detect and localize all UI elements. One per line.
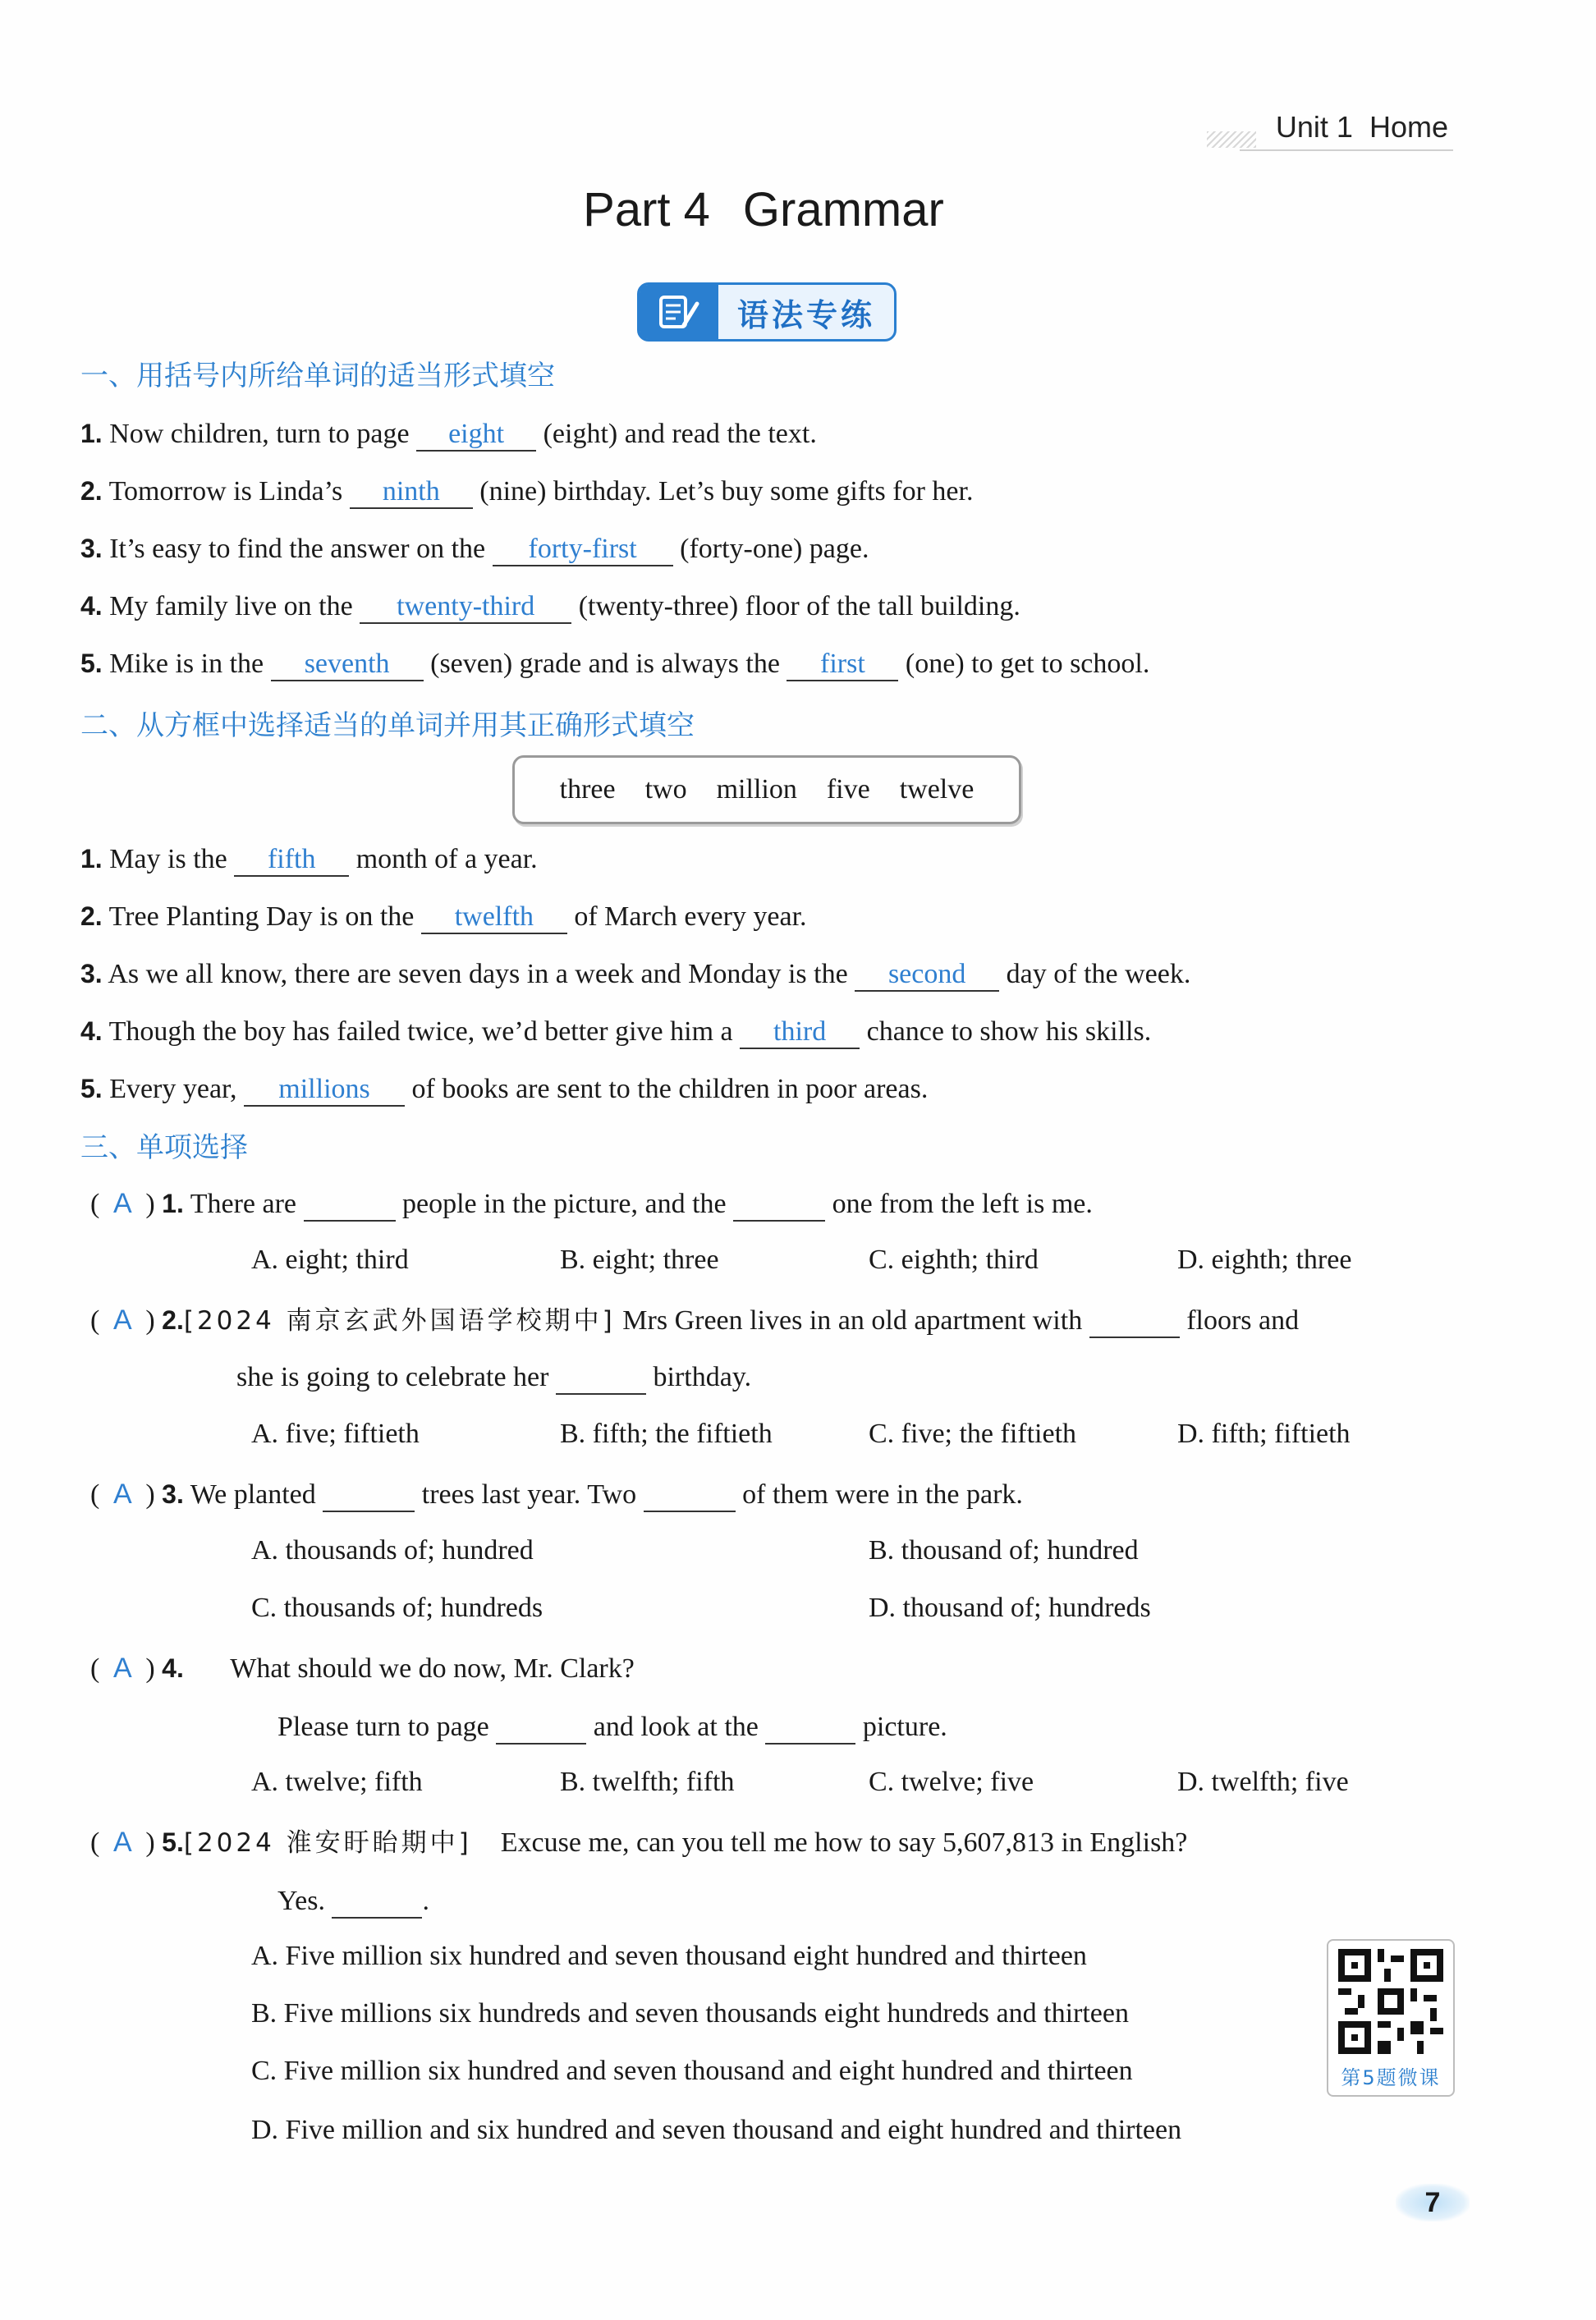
mc-question-1: ( A ) 1. There are people in the picture, and the one from the left is me. bbox=[90, 1185, 1093, 1222]
notebook-pen-icon bbox=[640, 285, 718, 339]
option-d: D. thousand of; hundreds bbox=[869, 1593, 1151, 1623]
s2-item-5: 5. Every year, millions of books are sent to the children in poor areas. bbox=[80, 1071, 928, 1107]
page-title bbox=[0, 182, 1527, 237]
mc-question-4-line2: Please turn to page and look at the picture. bbox=[277, 1709, 947, 1745]
option-d: D. Five million and six hundred and seven thousand and eight hundred and thirteen bbox=[251, 2115, 1182, 2145]
word-box-item: five bbox=[826, 774, 870, 805]
s2-item-2: 2. Tree Planting Day is on the twelfth of March every year. bbox=[80, 898, 807, 935]
option-c: C. eighth; third bbox=[869, 1245, 1039, 1275]
answer-blank: first bbox=[787, 649, 898, 681]
mc-question-4: ( A ) 4. What should we do now, Mr. Clark? bbox=[90, 1650, 635, 1687]
section-badge bbox=[637, 282, 897, 342]
s1-item-2: 2. Tomorrow is Linda’s ninth (nine) birthday. Let’s buy some gifts for her. bbox=[80, 473, 973, 510]
answer-blank: eight bbox=[416, 419, 536, 452]
section1-heading: 一、用括号内所给单词的适当形式填空 bbox=[80, 360, 555, 392]
answer-blank bbox=[1089, 1305, 1180, 1338]
section3-heading: 三、单项选择 bbox=[80, 1131, 248, 1164]
answer-blank bbox=[304, 1189, 396, 1222]
option-c: C. Five million six hundred and seven thousand and eight hundred and thirteen bbox=[251, 2056, 1133, 2086]
word-box-item: twelve bbox=[899, 774, 975, 805]
header-rule bbox=[1240, 149, 1453, 151]
qr-code-icon bbox=[1338, 1949, 1443, 2054]
mc-question-5: ( A ) 5.[2024 淮安盱眙期中] Excuse me, can you tell me how to say 5,607,813 in English? bbox=[90, 1824, 1187, 1861]
mc-answer: A bbox=[112, 1188, 132, 1219]
badge-label: 语法专练 bbox=[736, 296, 875, 333]
option-a: A. thousands of; hundred bbox=[251, 1535, 534, 1566]
answer-blank: seventh bbox=[271, 649, 424, 681]
mc-answer: A bbox=[112, 1827, 132, 1858]
header-decoration bbox=[1207, 131, 1256, 148]
option-a: A. eight; third bbox=[251, 1245, 409, 1275]
answer-blank bbox=[644, 1479, 736, 1512]
s1-item-1: 1. Now children, turn to page eight (eight) and read the text. bbox=[80, 415, 817, 452]
s1-item-3: 3. It’s easy to find the answer on the forty-first (forty-one) page. bbox=[80, 530, 869, 567]
qr-label: 第5题微课 bbox=[1341, 2066, 1441, 2089]
mc-question-2: ( A ) 2.[2024 南京玄武外国语学校期中] Mrs Green lives in an old apartment with floors and bbox=[90, 1302, 1299, 1339]
answer-blank bbox=[323, 1479, 415, 1512]
header-unit: Unit 1 bbox=[1275, 110, 1353, 144]
s2-item-3: 3. As we all know, there are seven days in a week and Monday is the second day of the week. bbox=[80, 956, 1190, 993]
answer-blank bbox=[733, 1189, 825, 1222]
option-d: D. fifth; fiftieth bbox=[1177, 1419, 1351, 1449]
option-c: C. twelve; five bbox=[869, 1767, 1034, 1797]
page-number: 7 bbox=[1396, 2184, 1470, 2221]
mc-answer: A bbox=[112, 1653, 132, 1684]
header-topic: Home bbox=[1369, 110, 1448, 144]
answer-blank: third bbox=[740, 1016, 860, 1049]
answer-blank bbox=[556, 1362, 646, 1395]
option-b: B. fifth; the fiftieth bbox=[560, 1419, 773, 1449]
answer-blank bbox=[765, 1712, 855, 1745]
option-c: C. thousands of; hundreds bbox=[251, 1593, 543, 1623]
answer-blank: ninth bbox=[350, 476, 473, 509]
answer-blank bbox=[332, 1886, 422, 1919]
s1-item-5: 5. Mike is in the seventh (seven) grade and is always the first (one) to get to school. bbox=[80, 645, 1149, 682]
option-a: A. twelve; fifth bbox=[251, 1767, 423, 1797]
option-b: B. eight; three bbox=[560, 1245, 719, 1275]
section2-heading: 二、从方框中选择适当的单词并用其正确形式填空 bbox=[80, 709, 695, 742]
answer-blank: twelfth bbox=[421, 901, 567, 934]
answer-blank: twenty-third bbox=[360, 591, 571, 624]
s2-item-4: 4. Though the boy has failed twice, we’d better give him a third chance to show his skills. bbox=[80, 1013, 1151, 1050]
word-box-item: million bbox=[716, 774, 797, 805]
option-d: D. eighth; three bbox=[1177, 1245, 1352, 1275]
mc-question-2-line2: she is going to celebrate her birthday. bbox=[236, 1359, 751, 1396]
word-box-item: two bbox=[644, 774, 687, 805]
option-a: A. Five million six hundred and seven thousand eight hundred and thirteen bbox=[251, 1941, 1087, 1971]
answer-blank: forty-first bbox=[493, 534, 673, 566]
page-header bbox=[1268, 110, 1448, 144]
option-a: A. five; fiftieth bbox=[251, 1419, 420, 1449]
option-c: C. five; the fiftieth bbox=[869, 1419, 1077, 1449]
micro-lesson-qr[interactable] bbox=[1327, 1939, 1455, 2097]
answer-blank: fifth bbox=[234, 844, 349, 877]
option-b: B. twelfth; fifth bbox=[560, 1767, 735, 1797]
option-b: B. thousand of; hundred bbox=[869, 1535, 1139, 1566]
title-part: Part 4 bbox=[583, 183, 710, 236]
mc-answer: A bbox=[112, 1479, 132, 1510]
mc-question-5-line2: Yes. . bbox=[277, 1883, 429, 1919]
question-source: [2024 南京玄武外国语学校期中] bbox=[183, 1306, 616, 1336]
question-source: [2024 淮安盱眙期中] bbox=[183, 1828, 472, 1858]
option-d: D. twelfth; five bbox=[1177, 1767, 1349, 1797]
answer-blank: millions bbox=[244, 1074, 405, 1107]
option-b: B. Five millions six hundreds and seven thousands eight hundreds and thirteen bbox=[251, 1998, 1129, 2029]
title-name: Grammar bbox=[742, 183, 944, 236]
mc-answer: A bbox=[112, 1304, 132, 1336]
word-box bbox=[512, 755, 1021, 824]
s2-item-1: 1. May is the fifth month of a year. bbox=[80, 841, 538, 878]
mc-question-3: ( A ) 3. We planted trees last year. Two of them were in the park. bbox=[90, 1476, 1023, 1513]
answer-blank: second bbox=[855, 959, 999, 992]
s1-item-4: 4. My family live on the twenty-third (twenty-three) floor of the tall building. bbox=[80, 588, 1020, 625]
answer-blank bbox=[496, 1712, 586, 1745]
word-box-item: three bbox=[559, 774, 616, 805]
